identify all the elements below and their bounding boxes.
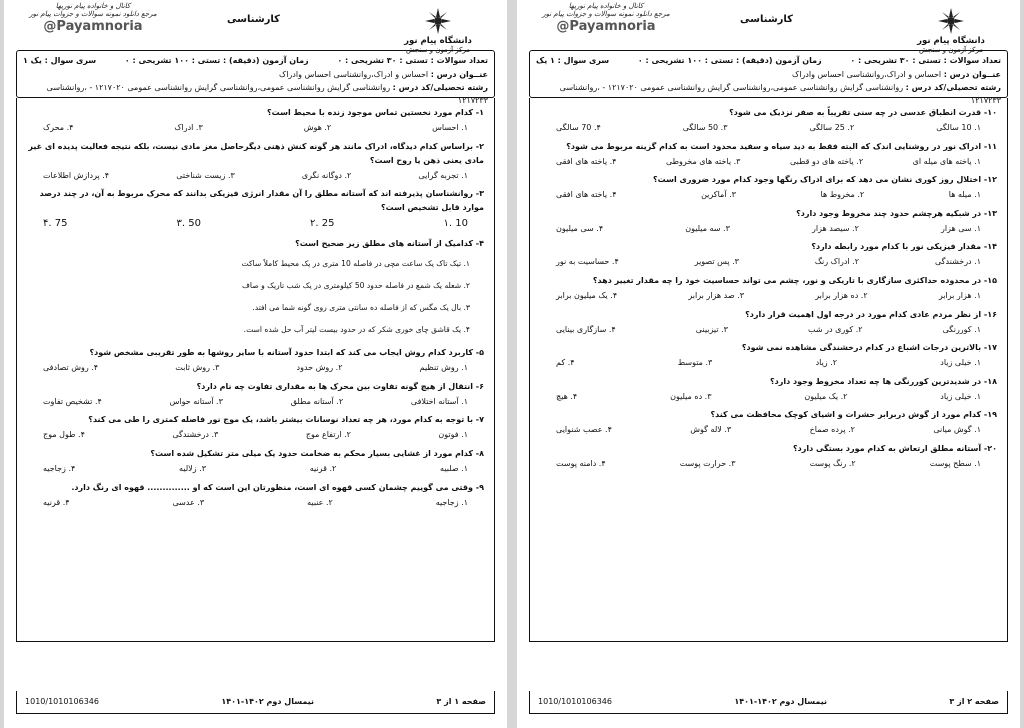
option: ۳. بال یک مگس که از فاصله ده سانتی متری روی گونه شما می افتد. xyxy=(252,303,470,313)
question-text: ۱۸- در شدیدترین کوررنگی ها چه تعداد مخروط وجود دارد؟ xyxy=(770,376,997,386)
question-text: ۲- براساس کدام دیدگاه، ادراک مانند هر گونه کنش ذهنی دیگرحاصل مغز مادی نیست، بلکه نتیجه فعالیت پدیده ای غیر مادی یعنی ذهن یا روح است؟ xyxy=(28,141,484,165)
option: ۲. سیصد هزار xyxy=(811,223,859,233)
question-2 xyxy=(27,140,484,185)
option: ۴. یاخته های افقی xyxy=(556,190,617,200)
option: ۴. پردازش اطلاعات xyxy=(43,170,110,180)
questions-area xyxy=(529,98,1008,642)
option: ۱. یاخته های میله ای xyxy=(912,156,981,166)
exam-center-name: مرکز آزمون و سنجش xyxy=(918,46,984,55)
option: ۲. دوگانه نگری xyxy=(301,170,352,180)
option: ۱. احساس xyxy=(432,123,468,132)
question-15 xyxy=(540,274,997,305)
question-18 xyxy=(540,375,997,406)
option: ۴. محرک xyxy=(43,123,74,132)
question-series: سری سوال : ۱ یک xyxy=(536,56,610,66)
question-16 xyxy=(540,308,997,339)
option: ۳. زلالیه xyxy=(179,463,206,473)
option: ۴. یک قاشق چای خوری شکر که در حدود بیست لیتر آب حل شده است. xyxy=(243,325,470,335)
field-row: رشته تحصیلی/کد درس : روانشناسی گرایش روانشناسی عمومی،روانشناسی گرایش روانشناسی عمومی ۱۲۱۷۰۲۰ - ،روانشناسی ۱۲۱۷۲۳۳ xyxy=(46,83,488,105)
question-14 xyxy=(540,240,997,271)
option: ۱. صلبیه xyxy=(440,463,468,473)
question-text: ۱۴- مقدار فیزیکی نور با کدام مورد رابطه دارد؟ xyxy=(811,242,997,252)
university-block xyxy=(896,6,1006,55)
option: ۴. 70 سالگی xyxy=(556,123,601,132)
question-text: ۱۳- در شبکیه هرچشم حدود چند مخروط وجود دارد؟ xyxy=(796,208,997,218)
option: ۴. حساسیت به نور xyxy=(556,257,619,267)
question-text: ۳- روانشناسان پذیرفته اند که آستانه مطلق را آن مقدار انرژی فیزیکی بدانند که محرک مربوط به آن، در چند درصد موارد قابل تشخیص است؟ xyxy=(39,189,484,213)
promo-line-2: مرجع دانلود نمونه سوالات و جزوات پیام نور xyxy=(542,10,670,19)
option: ۳. تیزبینی xyxy=(695,324,728,334)
option: ۱. زجاجیه xyxy=(435,497,468,507)
degree-level: کارشناسی xyxy=(740,14,793,25)
semester-label: نیمسال دوم ۱۴۰۲-۱۴۰۱ xyxy=(221,697,314,707)
option: ۱. سی هزار xyxy=(940,223,981,233)
option: ۴. عصب شنوایی xyxy=(556,425,612,435)
option: ۳. آستانه حواس xyxy=(169,396,223,406)
option: ۳. زیست شناختی xyxy=(176,170,235,180)
option: ۴. سی میلیون xyxy=(556,223,604,233)
option: ۲. مخروط ها xyxy=(820,190,865,200)
degree-level: کارشناسی xyxy=(227,14,280,25)
question-11 xyxy=(540,140,997,171)
field-code: روانشناسی گرایش روانشناسی عمومی،روانشناسی گرایش روانشناسی عمومی ۱۲۱۷۰۲۰ - ،روانشناسی ۱۲۱۷۲۳۳ xyxy=(559,83,1001,105)
question-4 xyxy=(27,237,484,343)
option: ۳. 50 سالگی xyxy=(682,123,728,132)
option: ۱. هزار برابر xyxy=(938,290,981,300)
option: ۴. هیچ xyxy=(556,391,578,401)
option: ۳. پس تصویر xyxy=(694,257,739,267)
promo-line-2: مرجع دانلود نمونه سوالات و جزوات پیام نور xyxy=(29,10,157,19)
question-text: ۴- کدامیک از آستانه های مطلق زیر صحیح است؟ xyxy=(295,239,484,249)
option: 25 .۲ xyxy=(310,218,335,230)
option: ۱. 10 سالگی xyxy=(936,123,981,132)
university-logo-icon xyxy=(936,6,966,36)
question-6 xyxy=(27,380,484,411)
option: ۱. تیک تاک یک ساعت مچی در فاصله 10 متری در یک محیط کاملاً ساکت xyxy=(241,259,470,269)
promo-brand: @Payamnoria xyxy=(43,18,143,34)
option: ۲. ده هزار برابر xyxy=(815,290,868,300)
question-text: ۱۲- اختلال روز کوری نشان می دهد که برای ادراک رنگها وجود کدام مورد ضروری است؟ xyxy=(653,175,997,185)
university-name: دانشگاه پیام نور xyxy=(404,36,472,46)
field-code: روانشناسی گرایش روانشناسی عمومی،روانشناسی گرایش روانشناسی عمومی ۱۲۱۷۰۲۰ - ،روانشناسی ۱۲۱۷۲۳۳ xyxy=(46,83,488,105)
option: ۳. صد هزار برابر xyxy=(688,290,745,300)
option: ۱. تجربه گرایی xyxy=(418,170,468,180)
question-text: ۱۷- بالاترین درجات اشباع در کدام درخشندگی مشاهده نمی شود؟ xyxy=(741,343,997,353)
option: ۳. لاله گوش xyxy=(690,425,732,435)
option: 75 .۴ xyxy=(43,218,68,230)
option: ۴. کم xyxy=(556,358,575,368)
option: 10 .۱ xyxy=(443,218,468,230)
course-title-row: عنــوان درس : احساس و ادراک،روانشناسی احساس وادراک xyxy=(279,70,488,79)
question-text: ۲۰- آستانه مطلق ارتعاش به کدام مورد بستگی دارد؟ xyxy=(792,443,997,453)
question-text: ۱۰- قدرت انطباق عدسی در چه سنی تقریباً به صفر نزدیک می شود؟ xyxy=(729,108,997,117)
option: ۳. سه میلیون xyxy=(685,223,730,233)
exam-code: 1010/1010106346 xyxy=(25,697,99,707)
option: ۲. ادراک رنگ xyxy=(814,257,860,267)
option: ۳. حرارت پوست xyxy=(679,458,736,468)
university-name: دانشگاه پیام نور xyxy=(917,36,985,46)
question-8 xyxy=(27,447,484,478)
course-title-row: عنــوان درس : احساس و ادراک،روانشناسی احساس وادراک xyxy=(792,70,1001,79)
option: ۲. پرده صماخ xyxy=(809,425,855,435)
question-5 xyxy=(27,346,484,377)
option: ۲. رنگ پوست xyxy=(809,458,856,468)
question-9 xyxy=(27,481,484,512)
option: ۲. 25 سالگی xyxy=(809,123,855,132)
question-text: ۷- با توجه به کدام مورد، هر چه تعداد نوسانات بیشتر باشد، یک موج نور فاصله کمتری را طی می کند؟ xyxy=(88,415,484,425)
question-text: ۱۱- ادراک نور در روشنایی اندک که البته فقط به دید سیاه و سفید محدود است به کدام گزینه مربوط می شود؟ xyxy=(566,141,997,151)
option: ۴. روش تصادفی xyxy=(43,363,99,373)
university-logo-icon xyxy=(423,6,453,36)
option: ۳. متوسط xyxy=(677,358,713,368)
option: ۳. ادراک xyxy=(174,123,203,132)
option: ۱. کوررنگی xyxy=(942,324,981,334)
option: ۲. شعله یک شمع در فاصله حدود 50 کیلومتری در یک شب تاریک و صاف xyxy=(242,281,470,291)
field-row: رشته تحصیلی/کد درس : روانشناسی گرایش روانشناسی عمومی،روانشناسی گرایش روانشناسی عمومی ۱۲۱۷۰۲۰ - ،روانشناسی ۱۲۱۷۲۳۳ xyxy=(559,83,1001,105)
page-footer xyxy=(16,691,495,714)
question-text: ۸- کدام مورد از غشایی بسیار محکم به ضخامت حدود یک میلی متر تشکیل شده است؟ xyxy=(150,448,484,458)
exam-page-2 xyxy=(517,0,1020,728)
question-text: ۹- وقتی می گوییم چشمان کسی قهوه ای است، منظورتان این است که او .............. قهوه ای رنگ دارد. xyxy=(71,482,484,492)
question-counts: تعداد سوالات : تستی : ۳۰ تشریحی : ۰ xyxy=(850,56,1001,66)
question-text: ۵- کاربرد کدام روش ایجاب می کند که ابتدا حدود آستانه با سایر روشها به طور تقریبی مشخص شود؟ xyxy=(89,348,484,358)
option: ۴. یاخته های افقی xyxy=(556,156,617,166)
question-text: ۶- انتقال از هیچ گونه تفاوت بین محرک ها به مقداری تفاوت چه نام دارد؟ xyxy=(196,381,484,391)
option: ۲. هوش xyxy=(303,123,332,132)
option: ۱. سطح پوست xyxy=(929,458,981,468)
promo-watermark xyxy=(531,2,681,34)
question-13 xyxy=(540,207,997,238)
option: ۲. آستانه مطلق xyxy=(290,396,344,406)
promo-watermark xyxy=(18,2,168,34)
question-text: ۱۹- کدام مورد از گوش دربرابر حشرات و اشیای کوچک محافظت می کند؟ xyxy=(710,410,997,420)
question-19 xyxy=(540,408,997,439)
questions-area xyxy=(16,98,495,642)
question-text: ۱۵- در محدوده حداکثری سازگاری با تاریکی و نور، چشم می تواند حساسیت خود را چه مقدار تغییر دهد؟ xyxy=(592,275,997,285)
question-17 xyxy=(540,341,997,372)
question-10 xyxy=(540,106,997,137)
option: ۳. روش ثابت xyxy=(175,363,220,373)
option: ۱. خیلی زیاد xyxy=(940,391,981,401)
option: ۳. درخشندگی xyxy=(172,430,219,440)
page-header xyxy=(529,0,1008,55)
question-20 xyxy=(540,442,997,473)
option: ۲. یاخته های دو قطبی xyxy=(789,156,864,166)
exam-page-1 xyxy=(4,0,507,728)
option: ۴. دامنه پوست xyxy=(556,458,606,468)
option: 50 .۳ xyxy=(176,218,201,230)
option: ۲. روش حدود xyxy=(296,363,343,373)
option: ۴. قرنیه xyxy=(43,497,70,507)
option: ۱. درخشندگی xyxy=(935,257,981,267)
option: ۳. یاخته های مخروطی xyxy=(665,156,741,166)
exam-time: زمان آزمون (دقیقه) : تستی : ۱۰۰ تشریحی : ۰ xyxy=(124,56,309,66)
option: ۳. عدسی xyxy=(172,497,205,507)
page-header xyxy=(16,0,495,55)
option: ۳. آماکرین xyxy=(701,190,736,200)
exam-code: 1010/1010106346 xyxy=(538,697,612,707)
promo-line-1: کانال و خانواده پیام نوریها xyxy=(55,2,131,10)
option: ۱. فوتون xyxy=(438,430,468,440)
page-number: صفحه ۱ از ۳ xyxy=(436,697,486,707)
course-title: احساس و ادراک،روانشناسی احساس وادراک xyxy=(792,70,942,79)
exam-center-name: مرکز آزمون و سنجش xyxy=(405,46,471,55)
option: ۴. زجاجیه xyxy=(43,463,76,473)
option: ۴. یک میلیون برابر xyxy=(556,290,618,300)
promo-line-1: کانال و خانواده پیام نوریها xyxy=(568,2,644,10)
question-1 xyxy=(27,106,484,137)
question-12 xyxy=(540,173,997,204)
option: ۱. روش تنظیم xyxy=(419,363,468,373)
exam-time: زمان آزمون (دقیقه) : تستی : ۱۰۰ تشریحی : ۰ xyxy=(637,56,822,66)
question-counts: تعداد سوالات : تستی : ۳۰ تشریحی : ۰ xyxy=(337,56,488,66)
question-3 xyxy=(27,187,484,234)
page-footer xyxy=(529,691,1008,714)
option: ۲. ارتفاع موج xyxy=(305,430,351,440)
exam-info-box xyxy=(16,50,495,105)
option: ۱. گوش میانی xyxy=(933,425,981,435)
option: ۲. کوری در شب xyxy=(808,324,863,334)
page-number: صفحه ۲ از ۳ xyxy=(949,697,999,707)
exam-info-box xyxy=(529,50,1008,105)
option: ۲. قرنیه xyxy=(309,463,337,473)
option: ۳. ده میلیون xyxy=(670,391,712,401)
option: ۲. زیاد xyxy=(815,358,838,368)
option: ۲. یک میلیون xyxy=(804,391,848,401)
semester-label: نیمسال دوم ۱۴۰۲-۱۴۰۱ xyxy=(734,697,827,707)
question-series: سری سوال : یک ۱ xyxy=(23,56,97,66)
question-text: ۱۶- از نظر مردم عادی کدام مورد در درجه اول اهمیت قرار دارد؟ xyxy=(745,309,997,319)
course-title: احساس و ادراک،روانشناسی احساس وادراک xyxy=(279,70,429,79)
option: ۱. میله ها xyxy=(948,190,981,200)
option: ۴. تشخیص تفاوت xyxy=(43,396,102,406)
university-block xyxy=(383,6,493,55)
option: ۴. طول موج xyxy=(43,430,85,440)
option: ۴. سازگاری بینایی xyxy=(556,324,616,334)
question-7 xyxy=(27,413,484,444)
question-text: ۱- کدام مورد نخستین تماس موجود زنده با محیط است؟ xyxy=(267,108,484,117)
option: ۱. خیلی زیاد xyxy=(940,358,981,368)
option: ۱. آستانه اختلافی xyxy=(410,396,468,406)
promo-brand: @Payamnoria xyxy=(556,18,656,34)
option: ۲. عنبیه xyxy=(307,497,333,507)
